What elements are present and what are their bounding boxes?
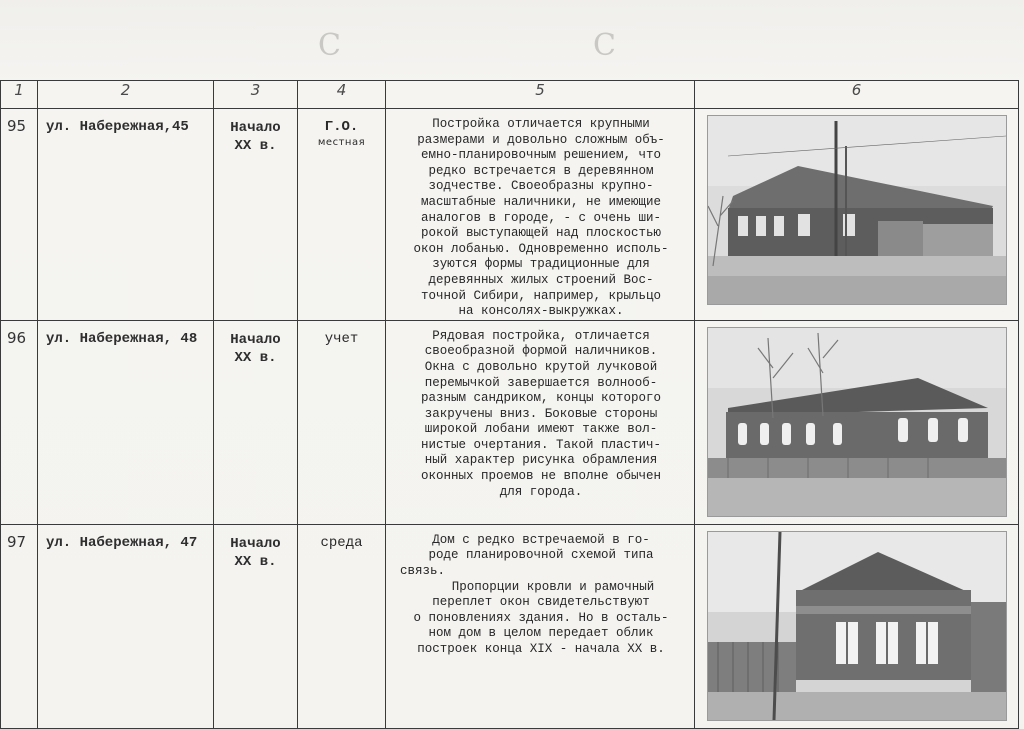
column-header-4: 4 [298,81,386,109]
status-main: среда [320,534,363,551]
status-main: Г.О. [324,119,359,135]
building-photo [707,327,1007,517]
table-row [1,320,1019,524]
description-line: о поновлениях здания. Но в осталь- [413,610,669,625]
description-line: размерами и довольно сложным объ- [417,132,665,147]
description-line: аналогов в городе, - с очень ши- [420,210,662,225]
column-header-6: 6 [695,81,1019,109]
table-row [1,524,1019,728]
description-line: зуются формы традиционные для [432,257,650,272]
column-header-3: 3 [214,81,298,109]
description-line: Постройка отличается крупными [432,117,650,131]
column-header-1: 1 [1,81,38,109]
building-photo [707,531,1007,721]
description-line: редко встречается в деревянном [428,163,654,178]
monument-register-table [0,80,1019,729]
protection-status [298,525,385,551]
description-line: емно-планировочным решением, что [420,148,662,163]
description-line: ном дом в целом передает облик [428,626,654,641]
date-line: XX в. [234,349,277,366]
description-line: окон лобанью. Одновременно исполь- [413,241,669,256]
description-line: масштабные наличники, не имеющие [420,194,662,209]
column-header-2: 2 [38,81,214,109]
description-line: связь. [400,563,446,578]
protection-status [298,109,385,151]
description-line: роде планировочной схемой типа [428,548,654,563]
construction-date [214,109,297,155]
description-line: на консолях-выкружках. [458,304,624,319]
column-header-5: 5 [386,81,695,109]
punch-mark: C [593,28,616,63]
description-line: оконных проемов не вполне обычен [420,469,662,484]
date-line: XX в. [234,553,277,570]
description-line: разным сандриком, концы которого [420,391,662,406]
description-line: Пропорции кровли и рамочный [451,579,655,594]
description-line: переплет окон свидетельствуют [432,595,650,610]
row-number: 95 [7,117,27,135]
description-line: перемычкой завершается волнооб- [424,375,658,390]
description-line: Дом с редко встречаемой в го- [432,532,650,547]
description [386,525,694,658]
date-line: Начало [230,535,281,552]
row-number: 96 [7,328,27,347]
description [386,109,694,320]
description-line: для города. [499,484,583,499]
construction-date [214,525,297,571]
description-line: точной Сибири, например, крыльцо [420,288,662,303]
description-line: деревянных жилых строений Вос- [428,272,654,287]
construction-date [214,321,297,367]
description-line: ный характер рисунка обрамления [424,453,658,468]
description-line: построек конца XIX - начала XX в. [417,641,665,656]
description-line: зодчестве. Своеобразны крупно- [428,179,654,194]
status-sub: местная [317,137,366,148]
date-line: Начало [230,120,281,136]
description-line: Рядовая постройка, отличается [432,328,650,343]
date-line: XX в. [234,138,277,154]
punch-mark: C [318,28,341,63]
description [386,321,694,501]
protection-status [298,321,385,347]
building-photo [707,115,1007,305]
description-line: Окна с довольно крутой лучковой [424,359,658,374]
address: ул. Набережная, 48 [46,330,198,347]
description-line: широкой лобани имеют также вол- [424,422,658,437]
address: ул. Набережная, 47 [46,534,198,551]
address: ул. Набережная,45 [46,119,189,135]
status-main: учет [324,330,359,347]
description-line: своеобразной формой наличников. [424,344,658,359]
date-line: Начало [230,331,281,348]
description-line: нистые очертания. Такой пластич- [420,437,662,452]
description-line: закручены вниз. Боковые стороны [424,406,658,421]
row-number: 97 [7,532,27,551]
description-line: рокой выступающей над плоскостью [420,226,662,241]
page-top-margin [0,0,1024,80]
table-row [1,109,1019,321]
